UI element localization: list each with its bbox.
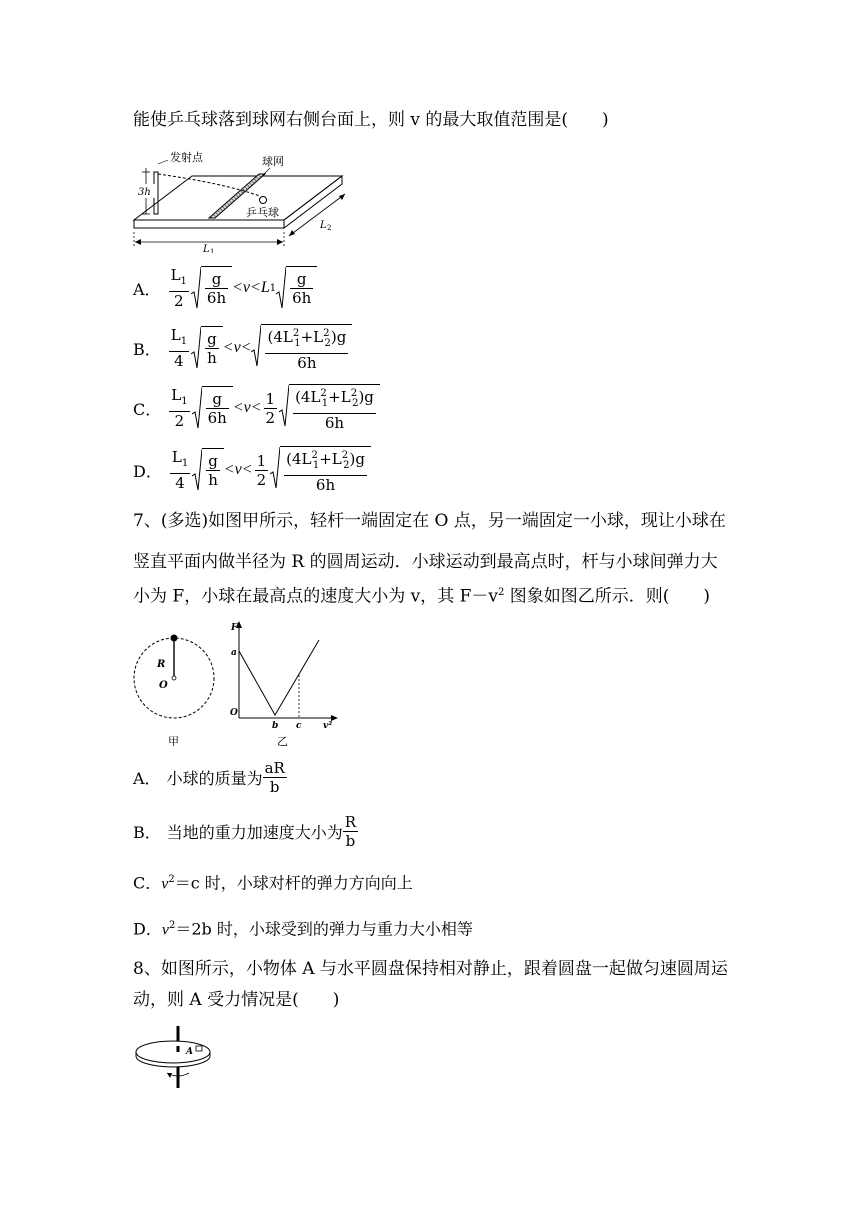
q7-line-3: 小为 F，小球在最高点的速度大小为 v，其 $F-v^2$ 图象如图乙所示．则( ) (133, 586, 711, 607)
fraction: $\frac{1}{2}$ (256, 451, 267, 489)
sqrt: $\frac{g}{6h}$ (192, 386, 233, 430)
q7-line-2: 竖直平面内做半径为 R 的圆周运动．小球运动到最高点时，杆与小球间弹力大 (133, 552, 718, 572)
sqrt: $\frac{(4L^2_1+L^2_2)g}{6h}$ (279, 384, 380, 432)
sqrt: $\frac{(4L^2_1+L^2_2)g}{6h}$ (251, 324, 352, 372)
q7-option-c: C．$v^2=c$ 时，小球对杆的弹力方向向上 (133, 873, 413, 893)
label-F: F (231, 623, 238, 633)
label-b: b (272, 721, 279, 731)
sqrt: $\frac{(4L^2_1+L^2_2)g}{6h}$ (270, 446, 371, 494)
q7-option-b (133, 808, 360, 854)
fraction: $\frac{L_1}{2}$ (170, 266, 187, 310)
option-label: A． (133, 279, 161, 299)
q6-option-d (133, 444, 371, 496)
option-label: B． (133, 339, 161, 359)
label-L1: L (203, 244, 210, 253)
rotating-disk-figure (133, 1024, 223, 1092)
q8-line-2: 动，则 A 受力情况是( ) (133, 990, 340, 1010)
option-text: 小球的质量为 (166, 768, 263, 788)
label-3h: 3h (138, 187, 151, 198)
inequality: <v< (222, 339, 252, 356)
label-O: O (230, 708, 238, 718)
option-label: B． (133, 822, 161, 842)
sqrt: $\frac{g}{6h}$ (276, 266, 317, 310)
figure-jia-circle (130, 630, 220, 750)
option-text: 当地的重力加速度大小为 (166, 822, 343, 842)
caption-yi: 乙 (277, 735, 288, 748)
label-A: A (186, 1047, 193, 1057)
q7-line-1: 7、(多选)如图甲所示，轻杆一端固定在 O 点，另一端固定一小球，现让小球在 (133, 511, 726, 531)
option-label: C． (133, 399, 162, 419)
fraction: $\frac{aR}{b}$ (264, 758, 285, 796)
fraction: $\frac{L_1}{4}$ (170, 326, 188, 370)
label-L2: L (320, 220, 327, 231)
q6-option-c (133, 382, 380, 434)
fraction: $\frac{1}{2}$ (265, 389, 276, 427)
q7-option-a (133, 754, 289, 800)
inequality: <v<L (232, 279, 270, 296)
q8-line-1: 8、如图所示，小物体 A 与水平圆盘保持相对静止，跟着圆盘一起做匀速圆周运 (133, 959, 728, 979)
label-R: R (157, 659, 166, 670)
label-c: c (296, 721, 302, 731)
sqrt: $\frac{g}{h}$ (191, 326, 223, 370)
sqrt: $\frac{g}{h}$ (192, 448, 224, 492)
q6-option-a: A． $\frac{L_1}{2}$ $\frac{g}{6h}$ <v<L 1 $\frac{g}{6h}$ (133, 262, 317, 314)
table-tennis-figure (132, 148, 362, 253)
option-label: A． (133, 768, 161, 788)
option-label: D． (133, 461, 162, 481)
label-O: O (159, 680, 168, 691)
q6-option-b (133, 322, 352, 374)
sqrt: $\frac{g}{6h}$ (191, 266, 232, 310)
q7-option-d: D．$v^2=2b$ 时，小球受到的弹力与重力大小相等 (133, 919, 473, 939)
fraction: $\frac{R}{b}$ (344, 812, 357, 850)
label-ball: 乒乓球 (246, 206, 279, 219)
caption-jia: 甲 (168, 735, 179, 748)
inequality: <v< (223, 461, 253, 478)
fraction: $\frac{L_1}{4}$ (171, 448, 189, 492)
figure-yi-graph (225, 618, 345, 753)
fraction: $\frac{L_1}{2}$ (171, 386, 188, 430)
inequality: <v< (232, 399, 262, 416)
label-a: a (231, 648, 237, 658)
label-L2-sub: 2 (327, 224, 332, 232)
label-L1-sub: 1 (210, 248, 215, 253)
label-net: 球网 (262, 155, 284, 168)
label-launch: 发射点 (170, 151, 203, 164)
label-v2: v² (323, 721, 333, 731)
q6-stem: 能使乒乓球落到球网右侧台面上，则 v 的最大取值范围是( ) (133, 110, 609, 130)
